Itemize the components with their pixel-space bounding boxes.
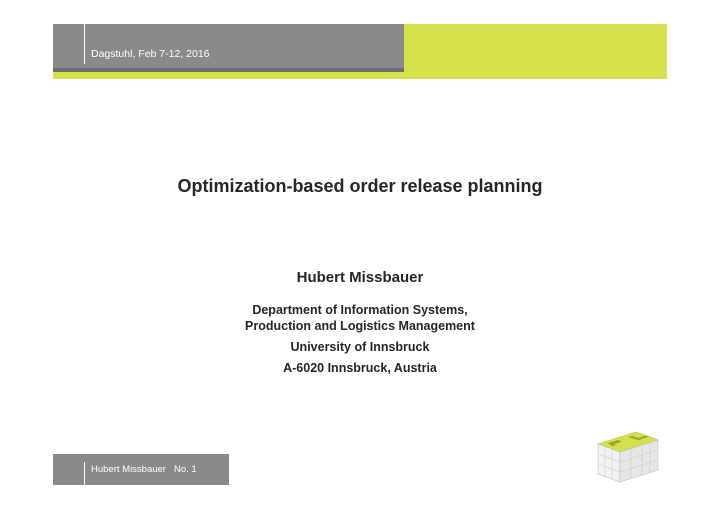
affiliation-line-2: Production and Logistics Management (245, 319, 475, 333)
affiliation-line-1: Department of Information Systems, (252, 303, 468, 317)
event-label: Dagstuhl, Feb 7-12, 2016 (91, 48, 210, 60)
footer-author: Hubert Missbauer (91, 464, 166, 475)
slide-title: Optimization-based order release planning (177, 176, 543, 196)
footer-divider (84, 462, 85, 485)
author-name: Hubert Missbauer (296, 269, 424, 286)
page-number: No. 1 (173, 464, 197, 475)
header-accent-strip (53, 72, 404, 79)
header-divider (84, 24, 85, 64)
header-accent-block (404, 24, 667, 79)
affiliation-line-4: A-6020 Innsbruck, Austria (283, 361, 437, 375)
affiliation-line-3: University of Innsbruck (290, 340, 430, 354)
institute-cube-logo-icon (594, 428, 662, 484)
footer-label (91, 464, 197, 475)
